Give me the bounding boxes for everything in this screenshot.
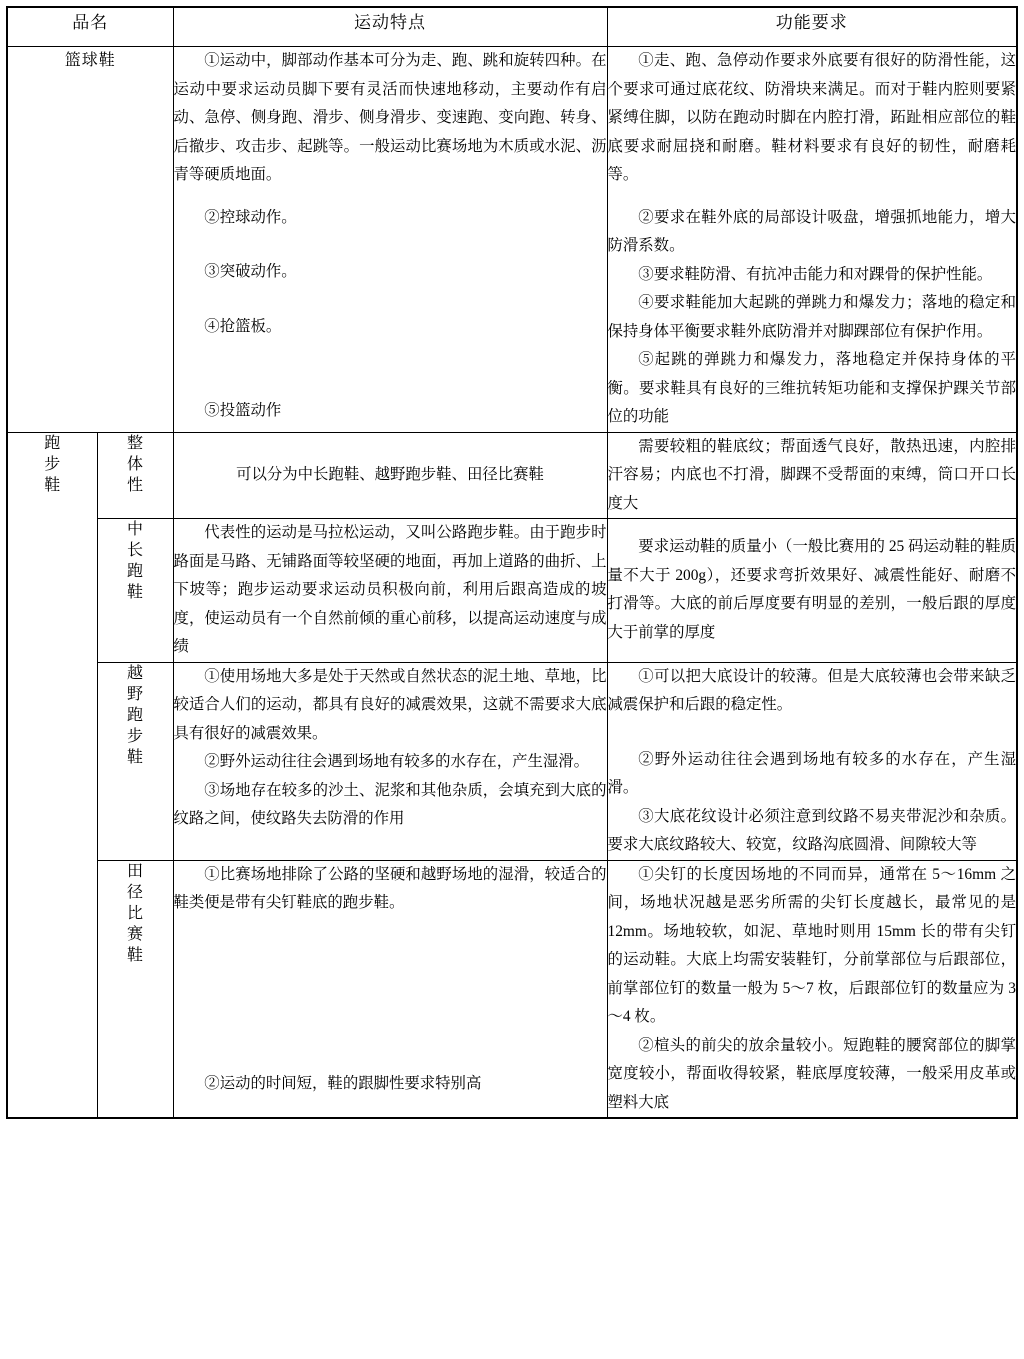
motion-item: ①运动中，脚部动作基本可分为走、跑、跳和旋转四种。在运动中要求运动员脚下要有灵活而快速地移动，主要动作有启动、急停、侧身跑、滑步、侧身滑步、变速跑、变向跑、转身、后撤步、攻击步、起跳等。一般运动比赛场地为木质或水泥、沥青等硬质地面。 (173, 52, 607, 183)
shoe-specification-table (6, 6, 1018, 1119)
function-item: ①走、跑、急停动作要求外底要有很好的防滑性能，这个要求可通过底花纹、防滑块来满足。而对于鞋内腔则要紧紧缚住脚，以防在跑动时脚在内腔打滑，跖趾相应部位的鞋底要求耐屈挠和耐磨。鞋材料要求有良好的韧性，耐磨耗等。 (607, 52, 1016, 183)
motion-features-trail-running (173, 662, 607, 860)
function-item: ①可以把大底设计的较薄。但是大底较薄也会带来缺乏减震保护和后跟的稳定性。 (607, 667, 1016, 713)
table-row-running-shoe-overall (7, 432, 1017, 519)
function-item: ③要求鞋防滑、有抗冲击能力和对踝骨的保护性能。 (638, 265, 993, 283)
subcategory-label-overall-text: 整体性 (127, 434, 144, 494)
table-row-middle-long-distance (7, 519, 1017, 663)
function-requirements-middle-long-distance (607, 519, 1017, 663)
subcategory-label-overall (97, 432, 173, 519)
function-item: 需要较粗的鞋底纹；帮面透气良好，散热迅速，内腔排汗容易；内底也不打滑，脚踝不受帮面的束缚，筒口开口长度大 (607, 437, 1016, 512)
header-row (7, 7, 1017, 47)
subcategory-label-middle-long-distance (97, 519, 173, 663)
subcategory-label-track-field (97, 860, 173, 1118)
subcategory-label-middle-long-distance-text: 中长跑鞋 (127, 521, 144, 602)
motion-features-basketball (173, 47, 607, 433)
motion-item: ③突破动作。 (204, 263, 297, 280)
function-item: ②楦头的前尖的放余量较小。短跑鞋的腰窝部位的脚掌宽度较小，帮面收得较紧，鞋底厚度较薄，一般采用皮革或塑料大底 (607, 1036, 1016, 1111)
function-item: ④要求鞋能加大起跳的弹跳力和爆发力；落地的稳定和保持身体平衡要求鞋外底防滑并对脚踝部位有保护作用。 (607, 294, 1016, 340)
function-requirements-basketball (607, 47, 1017, 433)
motion-item: ②野外运动往往会遇到场地有较多的水存在，产生湿滑。 (204, 753, 590, 770)
motion-item: ④抢篮板。 (204, 317, 282, 335)
function-item: ②要求在鞋外底的局部设计吸盘，增强抓地能力，增大防滑系数。 (607, 208, 1016, 254)
motion-item: ①使用场地大多是处于天然或自然状态的泥土地、草地，比较适合人们的运动，都具有良好的减震效果，这就不需要求大底具有很好的减震效果。 (173, 667, 607, 742)
motion-features-track-field (173, 860, 607, 1118)
column-header-motion-features: 运动特点 (173, 7, 607, 47)
table-body (7, 47, 1017, 1119)
function-item: ①尖钉的长度因场地的不同而异，通常在 5～16mm 之间，场地状况越是恶劣所需的尖钉长度越长，最常见的是 12mm。场地较软，如泥、草地时则用 15mm 长的带有尖钉的运动鞋。大底上均需安装鞋钉，分前掌部位与后跟部位，前掌部位钉的数量一般为 5～7 枚，后跟部位钉的数量应为 3～4 枚。 (607, 865, 1016, 1025)
category-label-running-shoe (7, 432, 97, 1118)
function-item: ③大底花纹设计必须注意到纹路不易夹带泥沙和杂质。要求大底纹路较大、较宽，纹路沟底圆滑、间隙较大等 (607, 807, 1016, 853)
motion-features-middle-long-distance (173, 519, 607, 663)
table-row-trail-running (7, 662, 1017, 860)
column-header-function-requirements: 功能要求 (607, 7, 1017, 47)
function-item: ⑤起跳的弹跳力和爆发力，落地稳定并保持身体的平衡。要求鞋具有良好的三维抗转矩功能和支撑保护踝关节部位的功能 (607, 351, 1016, 425)
motion-features-overall (173, 432, 607, 519)
function-requirements-overall (607, 432, 1017, 519)
function-requirements-trail-running (607, 662, 1017, 860)
subcategory-label-trail-running-text: 越野跑步鞋 (127, 664, 144, 766)
subcategory-label-track-field-text: 田径比赛鞋 (127, 862, 144, 964)
subcategory-label-trail-running (97, 662, 173, 860)
motion-item: ②运动的时间短，鞋的跟脚性要求特别高 (204, 1074, 482, 1092)
motion-item: 可以分为中长跑鞋、越野跑步鞋、田径比赛鞋 (236, 466, 544, 483)
motion-item: 代表性的运动是马拉松运动，又叫公路跑步鞋。由于跑步时路面是马路、无铺路面等较坚硬的地面，再加上道路的曲折、上下坡等；跑步运动要求运动员积极向前，利用后跟高造成的坡度，使运动员有一个自然前倾的重心前移，以提高运动速度与成绩 (173, 524, 607, 655)
function-requirements-track-field (607, 860, 1017, 1118)
function-item: ②野外运动往往会遇到场地有较多的水存在，产生湿滑。 (607, 750, 1016, 796)
category-label-basketball: 篮球鞋 (7, 47, 173, 433)
motion-item: ⑤投篮动作 (204, 402, 282, 419)
motion-item: ①比赛场地排除了公路的坚硬和越野场地的湿滑，较适合的鞋类便是带有尖钉鞋底的跑步鞋。 (173, 865, 607, 911)
category-label-running-shoe-text: 跑步鞋 (44, 434, 61, 494)
table-row-track-field-competition (7, 860, 1017, 1118)
function-item: 要求运动鞋的质量小（一般比赛用的 25 码运动鞋的鞋质量不大于 200g），还要求弯折效果好、减震性能好、耐磨不打滑等。大底的前后厚度要有明显的差别，一般后跟的厚度大于前掌的厚度 (607, 538, 1016, 641)
motion-item: ②控球动作。 (204, 208, 297, 226)
motion-item: ③场地存在较多的沙土、泥浆和其他杂质，会填充到大底的纹路之间，使纹路失去防滑的作用 (173, 781, 607, 827)
table-header (7, 7, 1017, 47)
table-row-basketball-shoe (7, 47, 1017, 433)
column-header-name: 品名 (7, 7, 173, 47)
